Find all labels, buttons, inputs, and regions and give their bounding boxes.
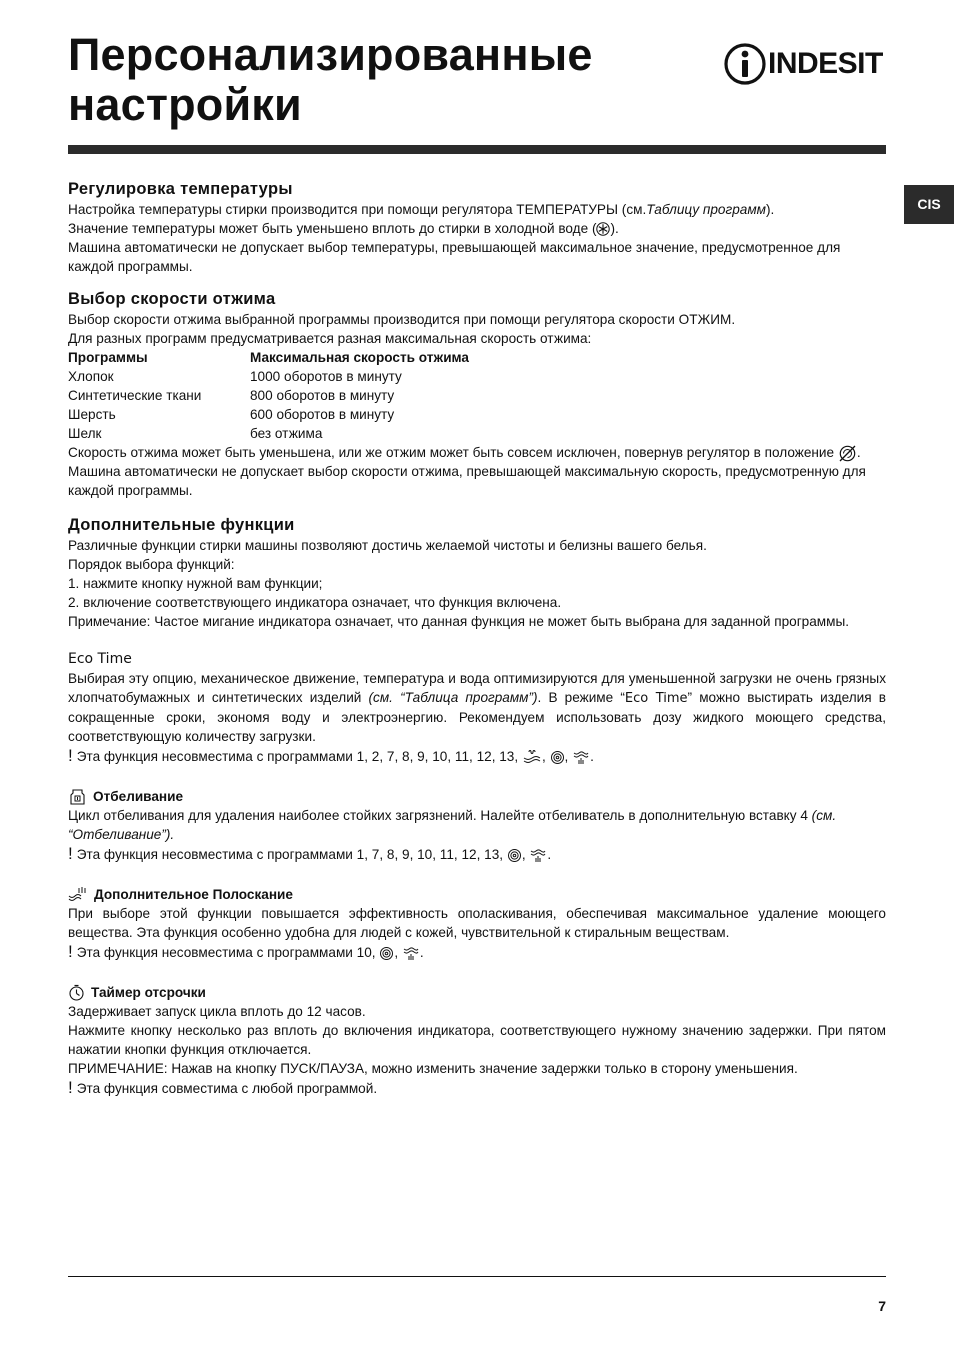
wool-icon: [522, 749, 542, 765]
warning-text: Эта функция несовместима с программами 1, 7, 8, 9, 10, 11, 12, 13,: [76, 847, 504, 862]
handwash-icon: [529, 847, 547, 864]
language-tab: CIS: [904, 185, 954, 224]
program-cell: Синтетические ткани: [68, 388, 202, 403]
ecotime-section: [68, 649, 886, 766]
table-header-row: [68, 348, 469, 367]
spin-paragraph-4: Машина автоматически не допускает выбор скорости отжима, превышающей максимальную скорость, предусмотренную для каждой программы.: [68, 464, 866, 498]
indesit-i-icon: [724, 42, 766, 86]
temperature-text: ).: [610, 221, 619, 236]
rinse-heading-text: Дополнительное Полоскание: [94, 887, 293, 902]
spin-text: Скорость отжима может быть уменьшена, или же отжим может быть совсем исключен, повернув регулятор в положение: [68, 445, 838, 460]
table-row: [68, 386, 469, 405]
timer-paragraph-1: Задерживает запуск цикла вплоть до 12 часов.: [68, 1004, 366, 1019]
header-rule: [68, 145, 886, 154]
column-header-max-speed: Максимальная скорость отжима: [250, 350, 469, 365]
speed-cell: 1000 оборотов в минуту: [250, 369, 402, 384]
silk-icon: [550, 750, 565, 765]
column-header-programs: Программы: [68, 350, 148, 365]
speed-cell: 600 оборотов в минуту: [250, 407, 395, 422]
program-table-ref: Таблицу программ: [646, 202, 766, 217]
handwash-icon: [572, 749, 590, 766]
table-row: [68, 367, 469, 386]
timer-heading-text: Таймер отсрочки: [91, 985, 206, 1000]
program-cell: Шерсть: [68, 407, 116, 422]
timer-paragraph-3: ПРИМЕЧАНИЕ: Нажав на кнопку ПУСК/ПАУЗА, можно изменить значение задержки только в сторону уменьшения.: [68, 1061, 798, 1076]
functions-heading: Дополнительные функции: [68, 516, 295, 534]
extra-rinse-icon: [68, 886, 88, 903]
logo-wordmark: INDESIT: [768, 47, 883, 80]
temperature-text: ).: [765, 202, 775, 217]
temperature-text: Значение температуры может быть уменьшено вплоть до стирки в холодной воде (: [68, 221, 597, 236]
bleach-description: [68, 806, 886, 844]
spin-paragraph-3: [68, 443, 886, 462]
ecotime-inline-label: Eco Time: [624, 691, 688, 706]
rinse-warning: ! Эта функция несовместима с программами 10, , .: [68, 942, 424, 961]
bleach-warning: ! Эта функция несовместима с программами 1, 7, 8, 9, 10, 11, 12, 13, , .: [68, 844, 552, 863]
speed-cell: 800 оборотов в минуту: [250, 388, 395, 403]
silk-icon: [507, 848, 522, 863]
spin-speed-table: [68, 348, 469, 443]
functions-paragraph-2: Порядок выбора функций:: [68, 557, 235, 572]
ecotime-text: Выбирая эту опцию, механическое движение, температура и вода оптимизируются для уменьшенной загрузки не очень грязных хлопчатобумажных и синтетических изделий: [68, 671, 886, 705]
title-line-1: Персонализированные: [68, 29, 593, 80]
bleach-ref: (см. “Отбеливание”).: [68, 808, 837, 842]
functions-note: Примечание: Частое мигание индикатора означает, что данная функция не может быть выбрана для заданной программы.: [68, 614, 850, 629]
table-row: [68, 424, 469, 443]
ecotime-description: [68, 669, 886, 746]
footer-rule: [68, 1276, 886, 1277]
program-cell: Хлопок: [68, 369, 114, 384]
bleach-section: [68, 787, 886, 864]
temperature-paragraph-1: [68, 200, 886, 219]
functions-paragraph-1: Различные функции стирки машины позволяют достичь желаемой чистоты и белизны вашего белья.: [68, 538, 707, 553]
warning-mark: !: [68, 1078, 73, 1097]
delay-timer-icon: [68, 984, 85, 1001]
main-content: [68, 178, 886, 1098]
temperature-paragraph-3: Машина автоматически не допускает выбор температуры, превышающей максимальное значение, предусмотренное для каждой программы.: [68, 240, 841, 274]
program-cell: Шелк: [68, 426, 102, 441]
spin-heading: Выбор скорости отжима: [68, 290, 276, 308]
temperature-paragraph-2: [68, 219, 886, 238]
spin-section: [68, 288, 886, 500]
rinse-section: [68, 885, 886, 962]
title-line-2: настройки: [68, 79, 302, 130]
functions-section: [68, 514, 886, 631]
warning-mark: !: [68, 942, 73, 961]
ecotime-label: Eco Time: [68, 651, 132, 667]
functions-step-2: 2. включение соответствующего индикатора означает, что функция включена.: [68, 595, 562, 610]
warning-text: Эта функция совместима с любой программой.: [76, 1081, 378, 1096]
rinse-heading: [68, 885, 886, 904]
warning-text: Эта функция несовместима с программами 1, 2, 7, 8, 9, 10, 11, 12, 13,: [76, 749, 519, 764]
warning-mark: !: [68, 844, 73, 863]
handwash-icon: [402, 945, 420, 962]
temperature-section: [68, 178, 886, 276]
temperature-heading: Регулировка температуры: [68, 180, 293, 198]
bleach-icon: [68, 787, 87, 806]
bleach-heading-text: Отбеливание: [93, 789, 184, 804]
program-table-ref: (см. “Таблица программ”): [368, 690, 538, 705]
rinse-description: При выборе этой функции повышается эффективность ополаскивания, обеспечивая максимальное удаление моющего вещества. Эта функция особенно удобна для людей с кожей, чувствительной к стиральным веществам.: [68, 906, 886, 940]
table-row: [68, 405, 469, 424]
page-number: 7: [878, 1298, 886, 1314]
spin-paragraph-1: Выбор скорости отжима выбранной программы производится при помощи регулятора скорости ОТЖИМ.: [68, 312, 736, 327]
bleach-text: Цикл отбеливания для удаления наиболее стойких загрязнений. Налейте отбеливатель в дополнительную вставку 4: [68, 808, 812, 823]
warning-text: Эта функция несовместима с программами 10,: [76, 945, 376, 960]
page-title: [68, 30, 593, 130]
ecotime-text: . В режиме “: [537, 690, 625, 705]
timer-heading: [68, 983, 886, 1002]
bleach-heading: [68, 787, 886, 806]
spin-paragraph-2: Для разных программ предусматривается разная максимальная скорость отжима:: [68, 331, 592, 346]
warning-mark: !: [68, 746, 73, 765]
ecotime-text: ” можно выстирать изделия в сокращенные сроки, экономя воду и электроэнергию. Рекомендуем использовать дозу жидкого моющего средства, соответствующую количеству загрузки.: [68, 690, 886, 744]
speed-cell: без отжима: [250, 426, 323, 441]
snowflake-icon: [596, 222, 610, 236]
ecotime-warning: ! Эта функция несовместима с программами 1, 2, 7, 8, 9, 10, 11, 12, 13, , , .: [68, 746, 594, 765]
spin-text: .: [856, 445, 861, 460]
timer-warning: [68, 1078, 886, 1098]
temperature-text: Настройка температуры стирки производится при помощи регулятора ТЕМПЕРАТУРЫ (см.: [68, 202, 647, 217]
no-spin-icon: [838, 445, 857, 462]
silk-icon: [379, 946, 394, 961]
brand-logo: [724, 42, 886, 86]
functions-step-1: 1. нажмите кнопку нужной вам функции;: [68, 576, 323, 591]
timer-paragraph-2: Нажмите кнопку несколько раз вплоть до включения индикатора, соответствующего нужному значению задержки. При пятом нажатии кнопки функция отключается.: [68, 1023, 886, 1057]
timer-section: [68, 983, 886, 1098]
